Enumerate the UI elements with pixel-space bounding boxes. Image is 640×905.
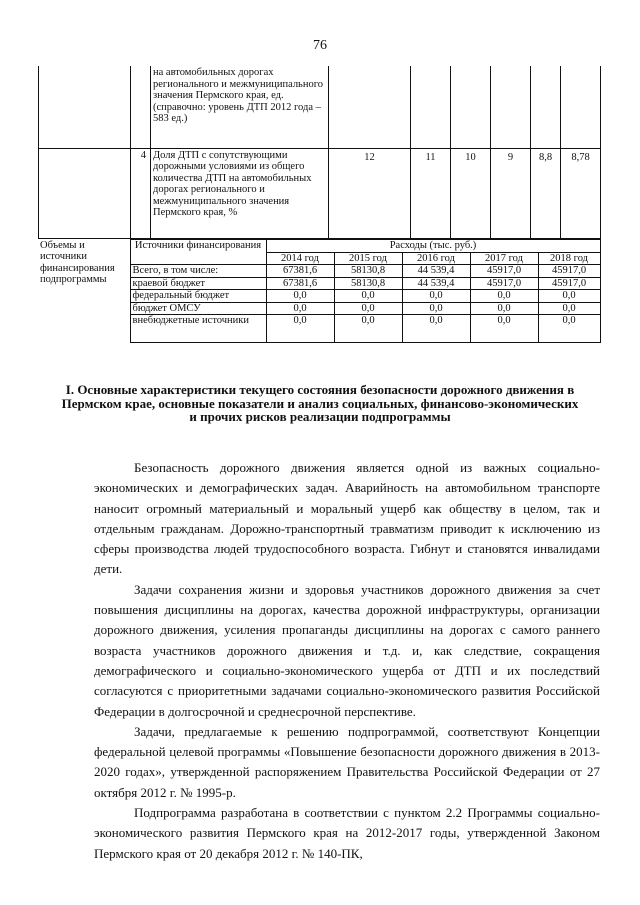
source-label: внебюджетные источники xyxy=(130,315,266,343)
amount-cell: 0,0 xyxy=(470,290,538,303)
indicators-table xyxy=(38,66,601,239)
amount-cell: 0,0 xyxy=(266,302,334,315)
amount-cell: 45917,0 xyxy=(538,277,600,290)
indicator-value: 9 xyxy=(491,148,531,238)
source-label: бюджет ОМСУ xyxy=(130,302,266,315)
table-row xyxy=(39,66,601,148)
amount-cell: 45917,0 xyxy=(538,265,600,278)
amount-cell: 0,0 xyxy=(538,302,600,315)
amount-cell: 0,0 xyxy=(334,290,402,303)
year-header: 2016 год xyxy=(402,252,470,265)
amount-cell: 0,0 xyxy=(266,290,334,303)
year-header: 2015 год xyxy=(334,252,402,265)
amount-cell: 0,0 xyxy=(538,290,600,303)
row-number: 4 xyxy=(131,148,151,238)
year-header: 2018 год xyxy=(538,252,600,265)
amount-cell: 0,0 xyxy=(334,302,402,315)
indicator-value: 8,78 xyxy=(561,148,601,238)
table-row xyxy=(38,240,600,253)
section-heading: I. Основные характеристики текущего состояния безопасности дорожного движения в Пермском крае, основные показатели и анализ социальных, финансово-экономических и прочих рисков реализации подпрограммы xyxy=(61,382,579,424)
source-label: федеральный бюджет xyxy=(130,290,266,303)
amount-cell: 0,0 xyxy=(402,302,470,315)
expenses-header: Расходы (тыс. руб.) xyxy=(266,240,600,253)
amount-cell: 0,0 xyxy=(402,315,470,343)
amount-cell: 0,0 xyxy=(470,302,538,315)
amount-cell: 67381,6 xyxy=(266,277,334,290)
table-row xyxy=(39,148,601,238)
financing-section-label: Объемы и источники финансирования подпрограммы xyxy=(38,240,130,343)
amount-cell: 67381,6 xyxy=(266,265,334,278)
indicator-value: 8,8 xyxy=(531,148,561,238)
financing-table xyxy=(38,239,601,343)
amount-cell: 45917,0 xyxy=(470,265,538,278)
indicator-value: 12 xyxy=(329,148,411,238)
amount-cell: 58130,8 xyxy=(334,277,402,290)
paragraph: Задачи сохранения жизни и здоровья участников дорожного движения за счет повышения дисциплины на дорогах, качества дорожной инфраструктуры, организации дорожного движения, усиления пропаганды дисциплины на дорогах с самого раннего возраста участников дорожного движения и т.д. и, как следствие, сокращения демографического и социально-экономического ущерба от ДТП и их последствий согласуются с приоритетными задачами социально-экономического развития Российской Федерации в долгосрочной и среднесрочной перспективе. xyxy=(94,581,600,719)
paragraph: Задачи, предлагаемые к решению подпрограммой, соответствуют Концепции федеральной целевой программы «Повышение безопасности дорожного движения в 2013-2020 годах», утвержденной распоряжением Правительства Российской Федерации от 27 октября 2012 г. № 1995-р. xyxy=(94,723,600,800)
source-label: Всего, в том числе: xyxy=(130,265,266,278)
amount-cell: 45917,0 xyxy=(470,277,538,290)
source-label: краевой бюджет xyxy=(130,277,266,290)
indicator-text: Доля ДТП с сопутствующими дорожными условиями из общего количества ДТП на автомобильных дорогах регионального и межмуниципального значения Пермского края, % xyxy=(151,148,329,238)
year-header: 2017 год xyxy=(470,252,538,265)
amount-cell: 0,0 xyxy=(470,315,538,343)
body-text xyxy=(94,458,600,864)
indicator-value: 11 xyxy=(411,148,451,238)
amount-cell: 58130,8 xyxy=(334,265,402,278)
paragraph: Безопасность дорожного движения является одной из важных социально-экономических и демографических задач. Аварийность на автомобильном транспорте наносит огромный материальный и моральный ущерб как обществу в целом, так и отдельным гражданам. Дорожно-транспортный травматизм приводит к исключению из сферы производства людей трудоспособного возраста. Гибнут и становятся инвалидами дети. xyxy=(94,460,600,577)
indicator-value: 10 xyxy=(451,148,491,238)
amount-cell: 44 539,4 xyxy=(402,277,470,290)
amount-cell: 0,0 xyxy=(334,315,402,343)
sources-header: Источники финансирования xyxy=(130,240,266,265)
page-number: 76 xyxy=(313,38,327,53)
amount-cell: 0,0 xyxy=(266,315,334,343)
amount-cell: 0,0 xyxy=(402,290,470,303)
amount-cell: 0,0 xyxy=(538,315,600,343)
paragraph: Подпрограмма разработана в соответствии с пунктом 2.2 Программы социально-экономического развития Пермского края на 2012-2017 годы, утвержденной Законом Пермского края от 20 декабря 2012 г. № 140-ПК, xyxy=(94,805,600,861)
indicator-text: на автомобильных дорогах регионального и межмуниципального значения Пермского края, ед. (справочно: уровень ДТП 2012 года – 583 ед.) xyxy=(151,66,329,148)
amount-cell: 44 539,4 xyxy=(402,265,470,278)
year-header: 2014 год xyxy=(266,252,334,265)
